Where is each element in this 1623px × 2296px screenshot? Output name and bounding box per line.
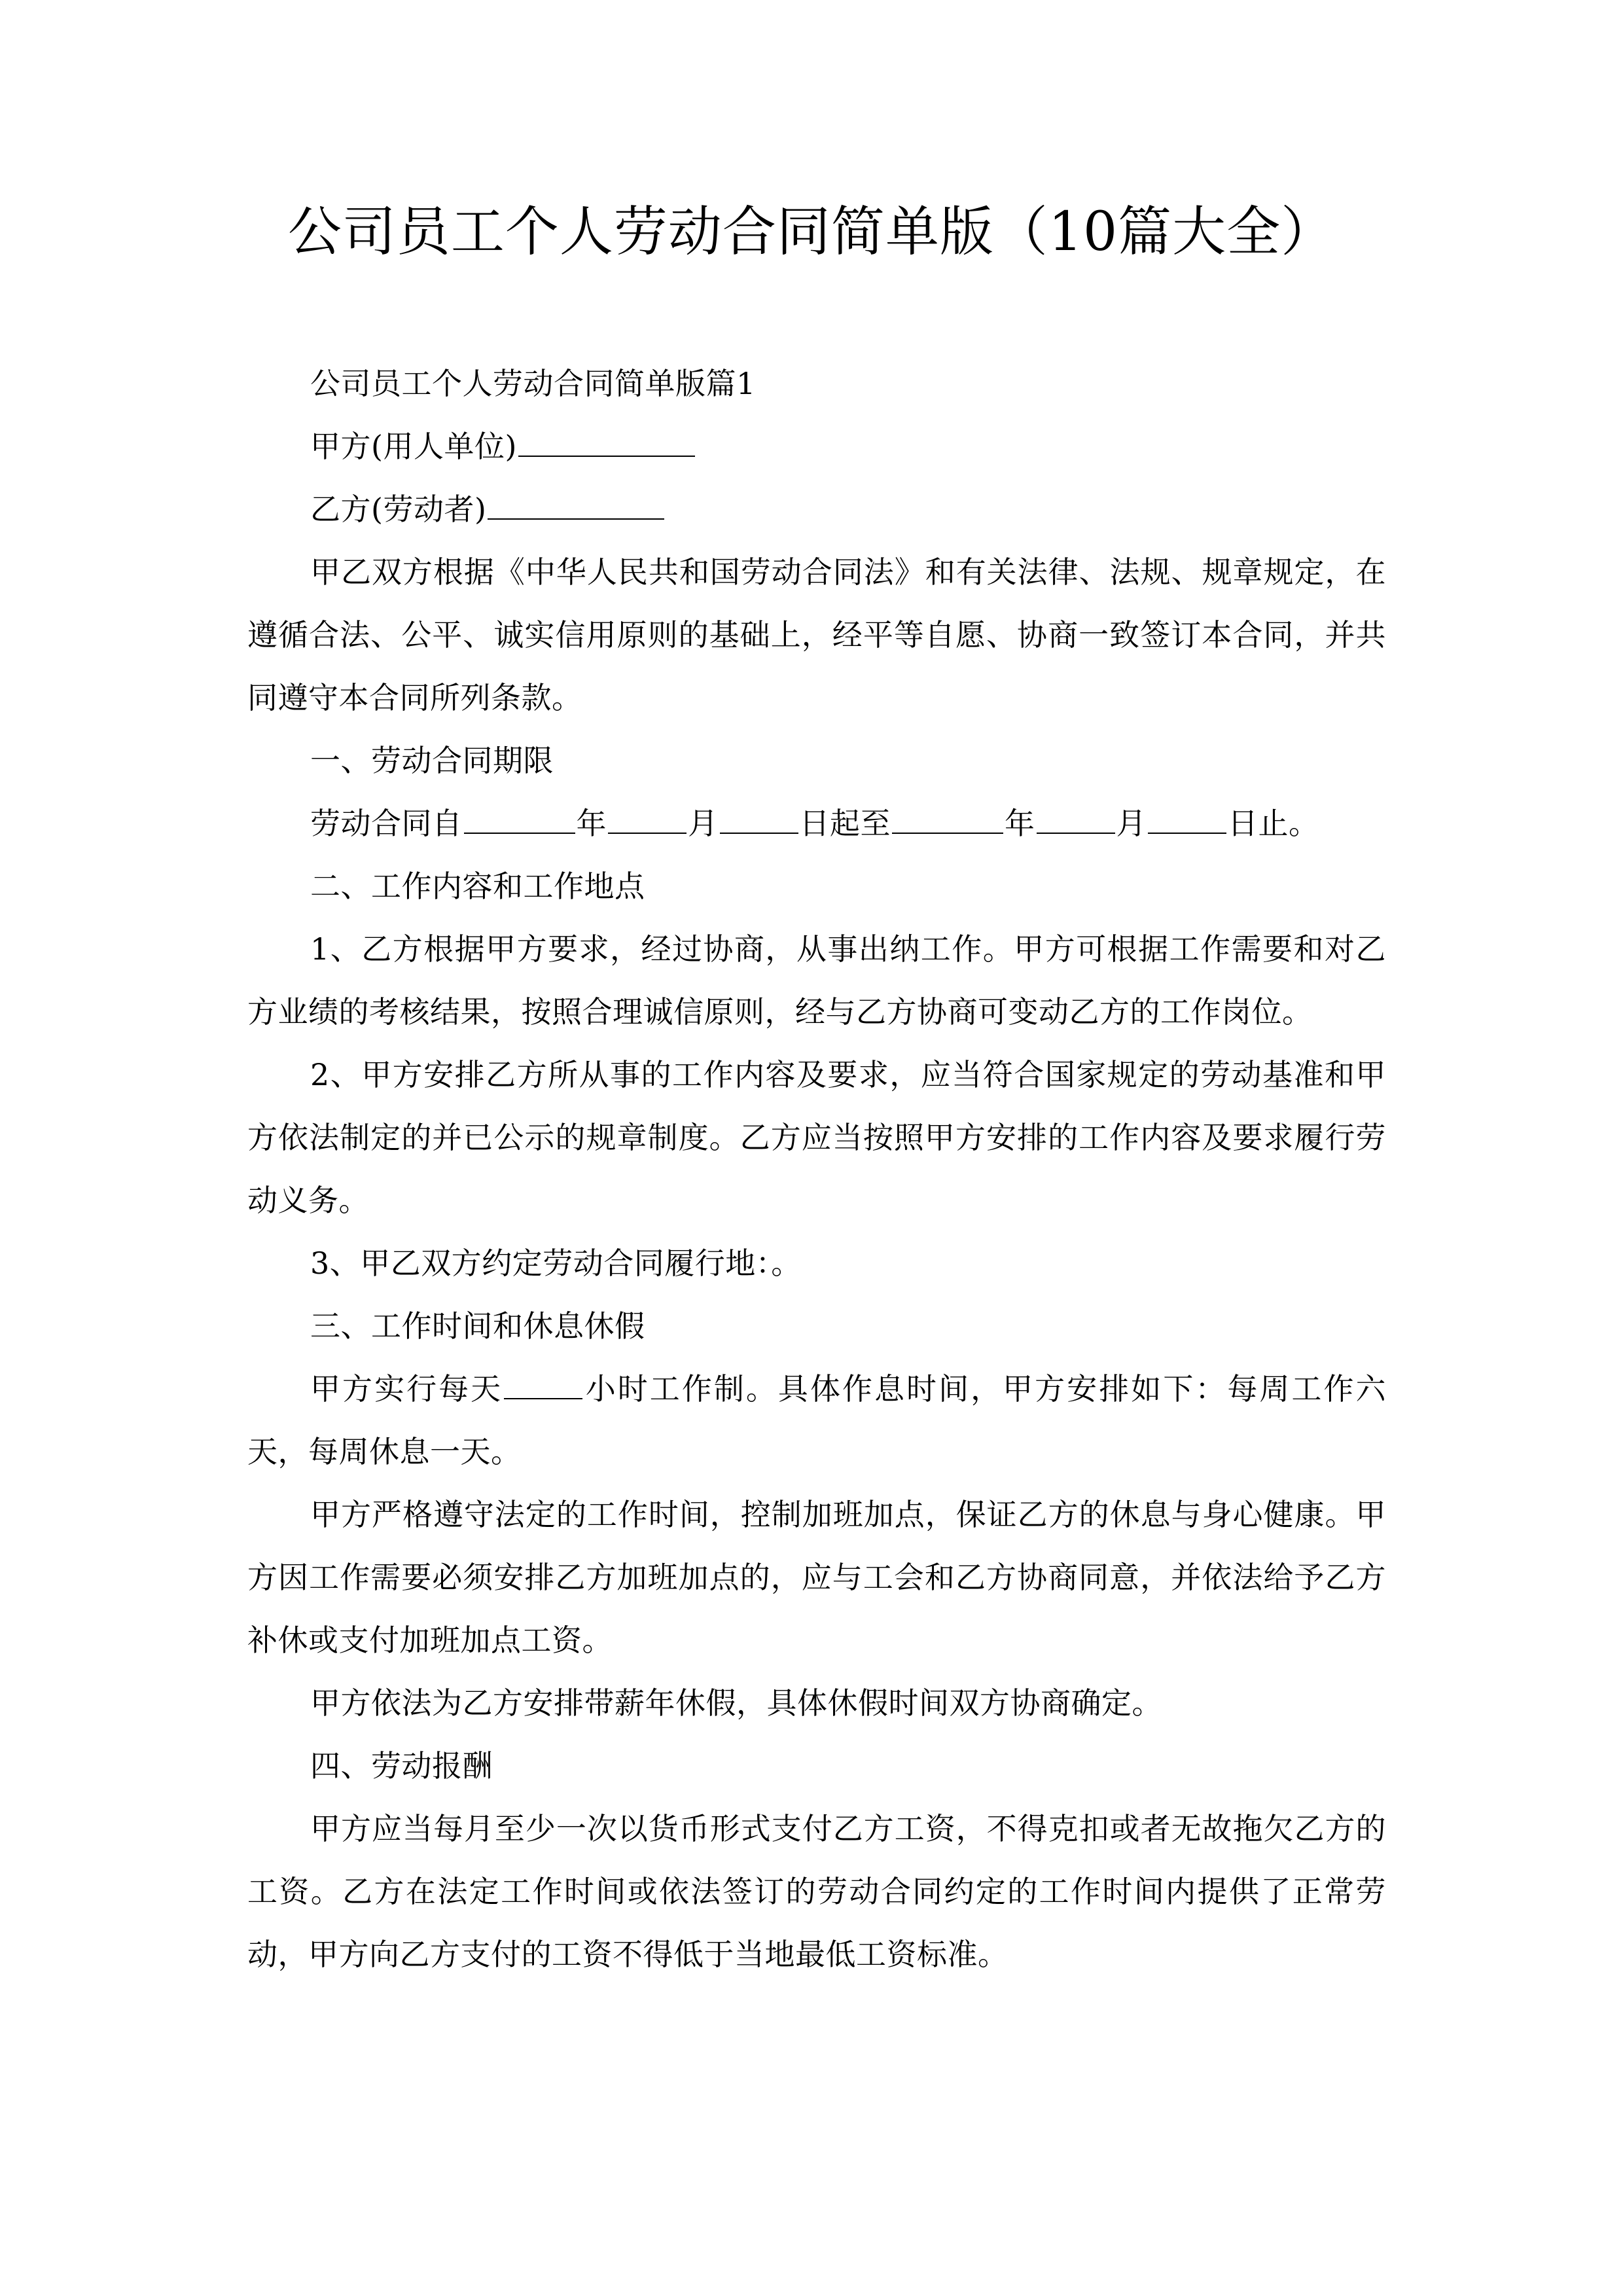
- clause2-item2: 2、甲方安排乙方所从事的工作内容及要求，应当符合国家规定的劳动基准和甲方依法制定的并已公示的规章制度。乙方应当按照甲方安排的工作内容及要求履行劳动义务。: [247, 1057, 1386, 1218]
- party-b-line: [247, 478, 1386, 541]
- overtime-paragraph: 甲方严格遵守法定的工作时间，控制加班加点，保证乙方的休息与身心健康。甲方因工作需要必须安排乙方加班加点的，应与工会和乙方协商同意，并依法给予乙方补休或支付加班加点工资。: [247, 1497, 1386, 1658]
- hours-prefix: 甲方实行每天: [310, 1371, 503, 1407]
- clause2-item3: 3、甲乙双方约定劳动合同履行地：。: [310, 1246, 802, 1281]
- party-b-blank: [488, 488, 664, 520]
- wages-paragraph: 甲方应当每月至少一次以货币形式支付乙方工资，不得克扣或者无故拖欠乙方的工资。乙方在法定工作时间或依法签订的劳动合同约定的工作时间内提供了正常劳动，甲方向乙方支付的工资不得低于当地最低工资标准。: [247, 1811, 1386, 1972]
- document-title: 公司员工个人劳动合同简单版（10篇大全）: [287, 201, 1336, 263]
- clause4-heading: 四、劳动报酬: [310, 1748, 493, 1784]
- hours-suffix: 小时工作制。具体作息时间，甲方安排如下：每周工作六天，每周休息一天。: [247, 1371, 1387, 1469]
- party-a-blank: [518, 425, 695, 457]
- clause1-heading: 一、劳动合同期限: [310, 743, 554, 778]
- contract-term-line: [247, 792, 1386, 855]
- year-label: 年: [576, 806, 607, 841]
- clause3-heading: 三、工作时间和休息休假: [310, 1308, 645, 1344]
- section-heading: 公司员工个人劳动合同简单版篇1: [310, 366, 756, 401]
- preamble-paragraph: 甲乙双方根据《中华人民共和国劳动合同法》和有关法律、法规、规章规定，在遵循合法、公平、诚实信用原则的基础上，经平等自愿、协商一致签订本合同，并共同遵守本合同所列条款。: [247, 554, 1386, 715]
- start-year-blank: [464, 802, 575, 834]
- party-a-line: [247, 415, 1386, 478]
- year-label: 年: [1005, 806, 1035, 841]
- document-body: [247, 352, 1386, 1986]
- start-day-blank: [720, 802, 798, 834]
- month-label: 月: [1116, 806, 1147, 841]
- party-a-label: 甲方(用人单位): [310, 429, 517, 464]
- work-hours-paragraph: [247, 1357, 1386, 1483]
- clause2-heading: 二、工作内容和工作地点: [310, 869, 645, 904]
- end-year-blank: [892, 802, 1003, 834]
- day-from-label: 日起至: [799, 806, 891, 841]
- day-to-label: 日止。: [1228, 806, 1319, 841]
- clause2-item1: 1、乙方根据甲方要求，经过协商，从事出纳工作。甲方可根据工作需要和对乙方业绩的考核结果，按照合理诚信原则，经与乙方协商可变动乙方的工作岗位。: [247, 931, 1386, 1030]
- annual-leave-paragraph: 甲方依法为乙方安排带薪年休假，具体休假时间双方协商确定。: [310, 1685, 1162, 1721]
- month-label: 月: [688, 806, 719, 841]
- start-month-blank: [608, 802, 687, 834]
- end-month-blank: [1037, 802, 1115, 834]
- term-prefix: 劳动合同自: [310, 806, 463, 841]
- end-day-blank: [1148, 802, 1226, 834]
- party-b-label: 乙方(劳动者): [310, 492, 487, 527]
- hours-blank: [504, 1368, 582, 1399]
